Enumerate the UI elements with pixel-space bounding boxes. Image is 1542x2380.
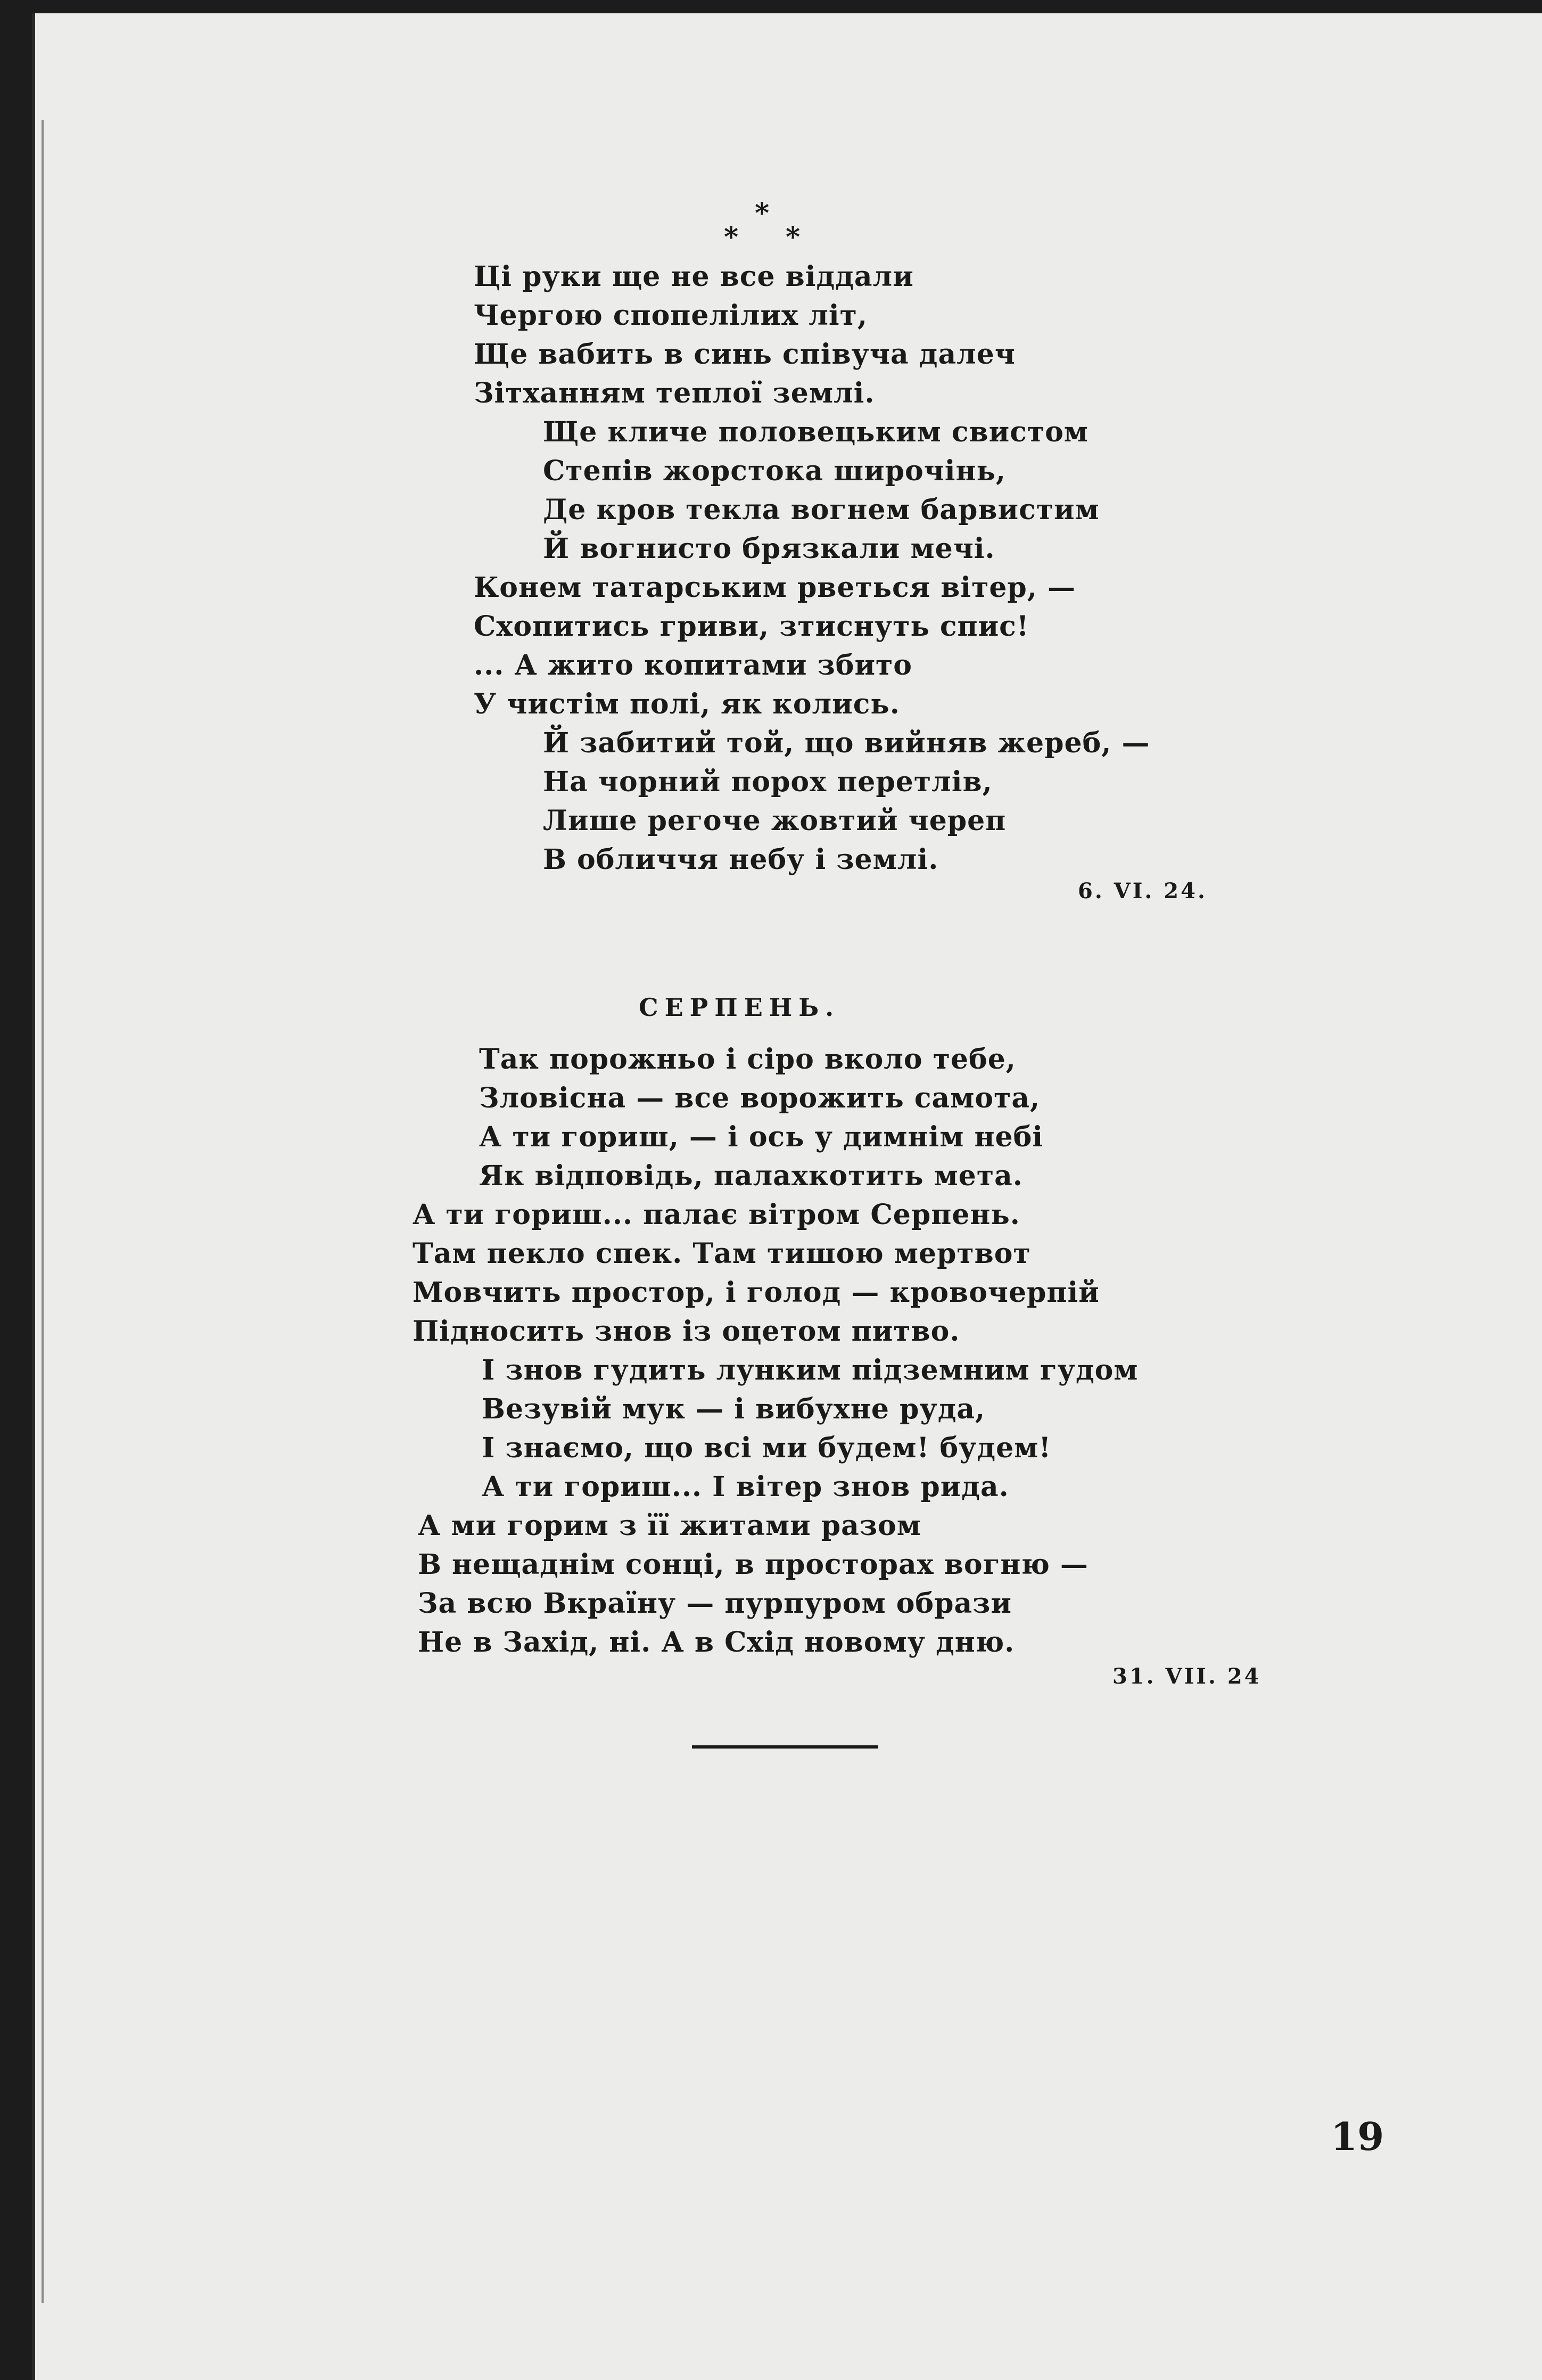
poem-line: Степів жорстока широчінь, bbox=[543, 455, 1006, 487]
poem-date: 6. VI. 24. bbox=[1078, 879, 1207, 904]
asterisk-right: * bbox=[786, 221, 801, 253]
page-number: 19 bbox=[1331, 2114, 1384, 2159]
poem-line: Не в Захід, ні. А в Схід новому дню. bbox=[418, 1626, 1015, 1659]
poem-line: Мовчить простор, і голод — кровочерпій bbox=[413, 1276, 1100, 1309]
poem-line: Ще кличе половецьким свистом bbox=[543, 416, 1089, 448]
poem-line: В нещаднім сонці, в просторах вогню — bbox=[418, 1548, 1089, 1581]
poem-line: Там пекло спек. Там тишою мертвот bbox=[413, 1237, 1031, 1270]
poem-line: Конем татарським рветься вітер, — bbox=[474, 571, 1076, 604]
poem-line: В обличчя небу і землі. bbox=[543, 843, 939, 876]
poem-date: 31. VII. 24 bbox=[1112, 1664, 1261, 1689]
poem-title: СЕРПЕНЬ. bbox=[639, 993, 840, 1022]
poem-line: Й вогнисто брязкали мечі. bbox=[543, 532, 995, 565]
poem-line: А ти гориш... І вітер знов рида. bbox=[482, 1471, 1009, 1503]
poem-line: Підносить знов із оцетом питво. bbox=[413, 1315, 960, 1348]
poem-line: ... А жито копитами збито bbox=[474, 649, 912, 682]
poem-line: Лише регоче жовтий череп bbox=[543, 805, 1007, 837]
poem-line: Ці руки ще не все віддали bbox=[474, 260, 914, 293]
poem-line: І знаємо, що всі ми будем! будем! bbox=[482, 1432, 1052, 1464]
section-end-rule bbox=[692, 1745, 878, 1749]
poem-line: І знов гудить лунким підземним гудом bbox=[482, 1354, 1139, 1386]
poem-line: Зітханням теплої землі. bbox=[474, 377, 875, 409]
poem-line: Везувій мук — і вибухне руда, bbox=[482, 1393, 986, 1425]
poem-line: Й забитий той, що вийняв жереб, — bbox=[543, 727, 1150, 759]
poem-line: Зловісна — все ворожить самота, bbox=[479, 1082, 1041, 1114]
page-gutter-line bbox=[42, 120, 44, 2303]
poem-line: Так порожньо і сіро вколо тебе, bbox=[479, 1043, 1016, 1076]
asterisk-top: * bbox=[755, 197, 770, 229]
poem-line: Де кров текла вогнем барвистим bbox=[543, 494, 1100, 526]
poem-line: За всю Вкраїну — пурпуром образи bbox=[418, 1587, 1012, 1620]
poem-line: Схопитись гриви, зтиснуть спис! bbox=[474, 610, 1029, 643]
poem-line: Як відповідь, палахкотить мета. bbox=[479, 1160, 1023, 1192]
poem-line: А ти гориш, — і ось у димнім небі bbox=[479, 1121, 1044, 1153]
poem-line: А ми горим з її житами разом bbox=[418, 1509, 921, 1542]
poem-line: Ще вабить в синь співуча далеч bbox=[474, 338, 1016, 371]
page-spine-edge bbox=[32, 13, 35, 2380]
asterisk-left: * bbox=[724, 221, 739, 253]
book-page bbox=[32, 13, 1542, 2380]
asterism-ornament bbox=[713, 197, 820, 256]
poem-line: А ти гориш... палає вітром Серпень. bbox=[413, 1199, 1020, 1231]
poem-line: У чистім полі, як колись. bbox=[474, 688, 900, 720]
poem-line: На чорний порох перетлів, bbox=[543, 766, 993, 798]
poem-line: Чергою спопелілих літ, bbox=[474, 299, 868, 332]
